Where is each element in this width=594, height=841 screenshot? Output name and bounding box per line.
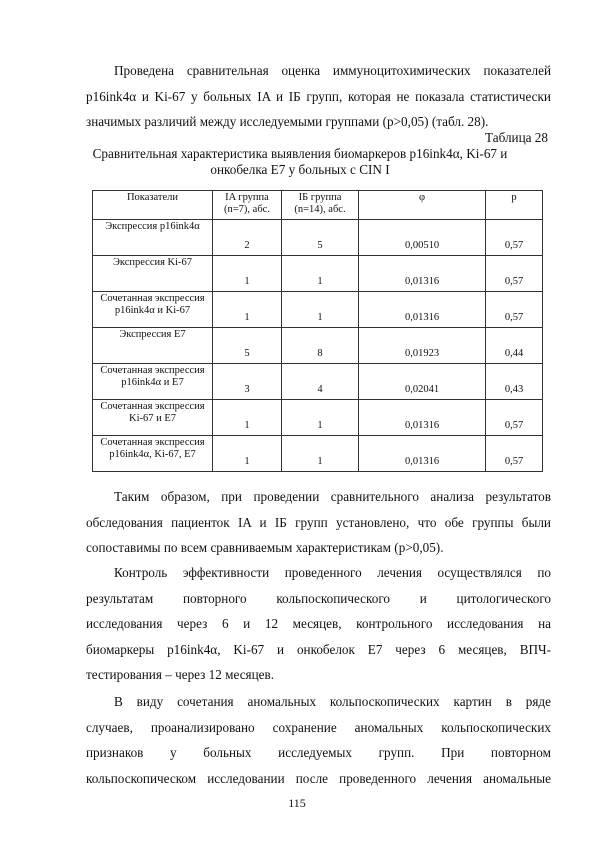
cell-p: 0,43 <box>486 364 543 400</box>
table-row <box>93 364 543 400</box>
header-group-ib: IБ группа (n=14), абс. <box>282 191 359 220</box>
text-line: p16ink4α и Ki-67 у больных IA и IБ групп, которая не показала статистически <box>86 88 551 104</box>
table-row <box>93 256 543 292</box>
table-number: Таблица 28 <box>485 130 548 145</box>
text-line: Контроль эффективности проведенного лечения осуществлялся по <box>114 565 551 580</box>
table-row <box>93 292 543 328</box>
cell-p: 0,57 <box>486 436 543 472</box>
cell-phi: 0,01316 <box>359 256 486 292</box>
cell-phi: 0,01923 <box>359 328 486 364</box>
text-line: Проведена сравнительная оценка иммуноцитохимических показателей <box>114 63 551 78</box>
cell-group-ib: 1 <box>282 436 359 472</box>
biomarker-table <box>92 190 543 472</box>
cell-indicator: Сочетанная экспрессия Ki-67 и E7 <box>93 400 213 436</box>
cell-group-ib: 5 <box>282 220 359 256</box>
cell-indicator: Экспрессия E7 <box>93 328 213 364</box>
cell-group-ib: 1 <box>282 400 359 436</box>
paragraph-conclusion <box>86 484 551 561</box>
cell-group-ib: 8 <box>282 328 359 364</box>
table-row <box>93 328 543 364</box>
cell-p: 0,57 <box>486 256 543 292</box>
text-line: В виду сочетания аномальных кольпоскопических картин в ряде <box>114 694 551 709</box>
table-row <box>93 436 543 472</box>
paragraph-intro <box>86 58 551 135</box>
cell-group-ia: 1 <box>213 400 282 436</box>
cell-indicator: Экспрессия Ki-67 <box>93 256 213 292</box>
paragraph-control <box>86 560 551 688</box>
cell-p: 0,57 <box>486 400 543 436</box>
table-caption-line: онкобелка E7 у больных с CIN I <box>210 162 390 177</box>
cell-group-ia: 2 <box>213 220 282 256</box>
cell-phi: 0,01316 <box>359 436 486 472</box>
cell-p: 0,44 <box>486 328 543 364</box>
cell-phi: 0,02041 <box>359 364 486 400</box>
header-p: p <box>486 191 543 220</box>
cell-indicator: Сочетанная экспрессия p16ink4α, Ki-67, E7 <box>93 436 213 472</box>
cell-indicator: Сочетанная экспрессия p16ink4α и E7 <box>93 364 213 400</box>
text-line: значимых различий между исследуемыми группами (p>0,05) (табл. 28). <box>86 114 489 129</box>
paragraph-colposcopy <box>86 689 551 791</box>
cell-indicator: Экспрессия p16ink4α <box>93 220 213 256</box>
cell-indicator: Сочетанная экспрессия p16ink4α и Ki-67 <box>93 292 213 328</box>
text-line: случаев, проанализировано сохранение аномальных кольпоскопических <box>86 719 551 735</box>
text-line: биомаркеры p16ink4α, Ki-67 и онкобелок E7 через 6 месяцев, ВПЧ- <box>86 641 551 657</box>
cell-group-ib: 1 <box>282 256 359 292</box>
table-caption-line: Сравнительная характеристика выявления биомаркеров p16ink4α, Ki-67 и <box>92 146 508 161</box>
cell-group-ia: 5 <box>213 328 282 364</box>
cell-phi: 0,01316 <box>359 292 486 328</box>
cell-group-ia: 1 <box>213 436 282 472</box>
header-phi: φ <box>359 191 486 220</box>
text-line: исследования через 6 и 12 месяцев, контрольного исследования на <box>86 616 551 631</box>
cell-phi: 0,00510 <box>359 220 486 256</box>
cell-p: 0,57 <box>486 220 543 256</box>
text-line: признаков у больных исследуемых групп. При повторном <box>86 745 551 760</box>
text-line: Таким образом, при проведении сравнительного анализа результатов <box>114 489 551 504</box>
cell-group-ia: 3 <box>213 364 282 400</box>
text-line: результатам повторного кольпоскопического и цитологического <box>86 590 551 606</box>
text-line: кольпоскопическом исследовании после проведенного лечения аномальные <box>86 770 551 786</box>
table-row <box>93 400 543 436</box>
cell-group-ia: 1 <box>213 292 282 328</box>
page-number: 115 <box>288 796 306 810</box>
table-caption <box>60 146 540 178</box>
header-indicator: Показатели <box>93 191 213 220</box>
cell-group-ib: 4 <box>282 364 359 400</box>
table-header-row <box>93 191 543 220</box>
header-group-ia: IA группа (n=7), абс. <box>213 191 282 220</box>
cell-group-ia: 1 <box>213 256 282 292</box>
text-line: обследования пациенток IA и IБ групп установлено, что обе группы были <box>86 514 551 530</box>
table-body <box>93 220 543 472</box>
text-line: тестирования – через 12 месяцев. <box>86 667 275 682</box>
table-row <box>93 220 543 256</box>
cell-group-ib: 1 <box>282 292 359 328</box>
cell-p: 0,57 <box>486 292 543 328</box>
cell-phi: 0,01316 <box>359 400 486 436</box>
text-line: сопоставимы по всем сравниваемым характеристикам (p>0,05). <box>86 540 444 555</box>
